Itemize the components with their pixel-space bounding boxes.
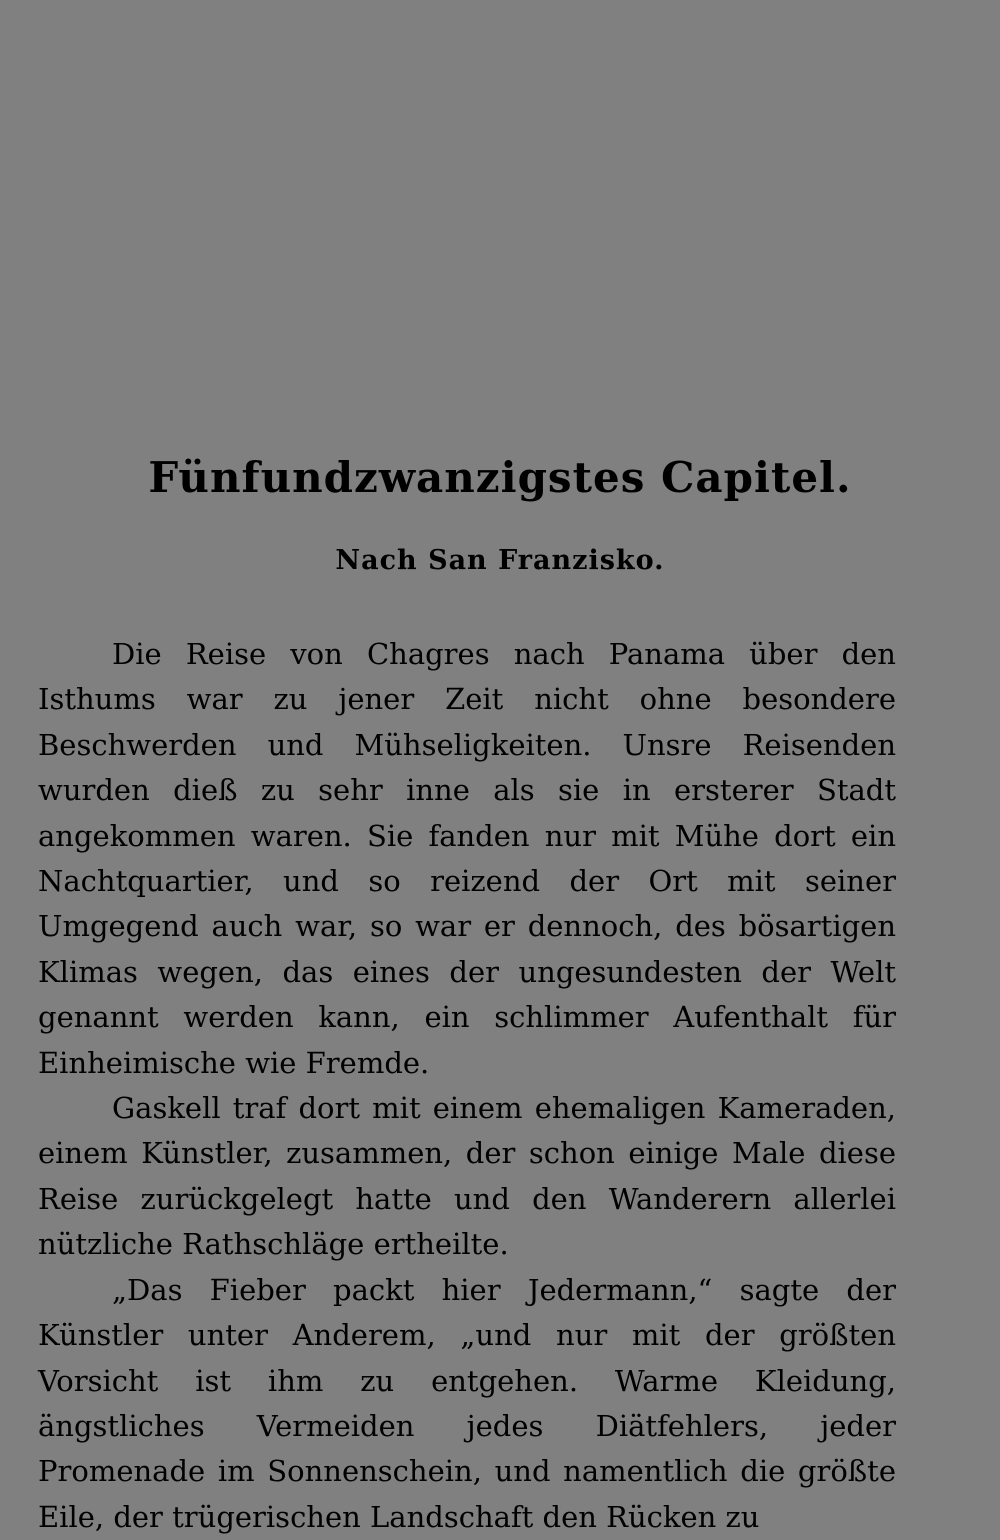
paragraph-3: „Das Fieber packt hier Jedermann,“ sagte der Künstler unter Anderem, „und nur mit der größten Vorsicht ist ihm zu entgehen. Warme Kleidung, ängstliches Vermeiden jedes Diätfehlers, jeder Promenade im Sonnenschein, und namentlich die größte Eile, der trügerischen Landschaft den Rücken zu <box>38 1272 896 1534</box>
paragraph-2: Gaskell traf dort mit einem ehemaligen Kameraden, einem Künstler, zusammen, der schon einige Male diese Reise zurückgelegt hatte und den Wanderern allerlei nützliche Rathschläge ertheilte. <box>38 1091 896 1262</box>
chapter-subtitle: Nach San Franzisko. <box>335 545 665 576</box>
body-text <box>38 632 896 1540</box>
paragraph-1: Die Reise von Chagres nach Panama über den Isthums war zu jener Zeit nicht ohne besondere Beschwerden und Mühseligkeiten. Unsre Reisenden wurden dieß zu sehr inne als sie in ersterer Stadt angekommen waren. Sie fanden nur mit Mühe dort ein Nachtquartier, und so reizend der Ort mit seiner Umgegend auch war, so war er dennoch, des bösartigen Klimas wegen, das eines der ungesundesten der Welt genannt werden kann, ein schlimmer Aufenthalt für Einheimische wie Fremde. <box>38 637 896 1080</box>
chapter-title: Fünfundzwanzigstes Capitel. <box>148 453 852 502</box>
